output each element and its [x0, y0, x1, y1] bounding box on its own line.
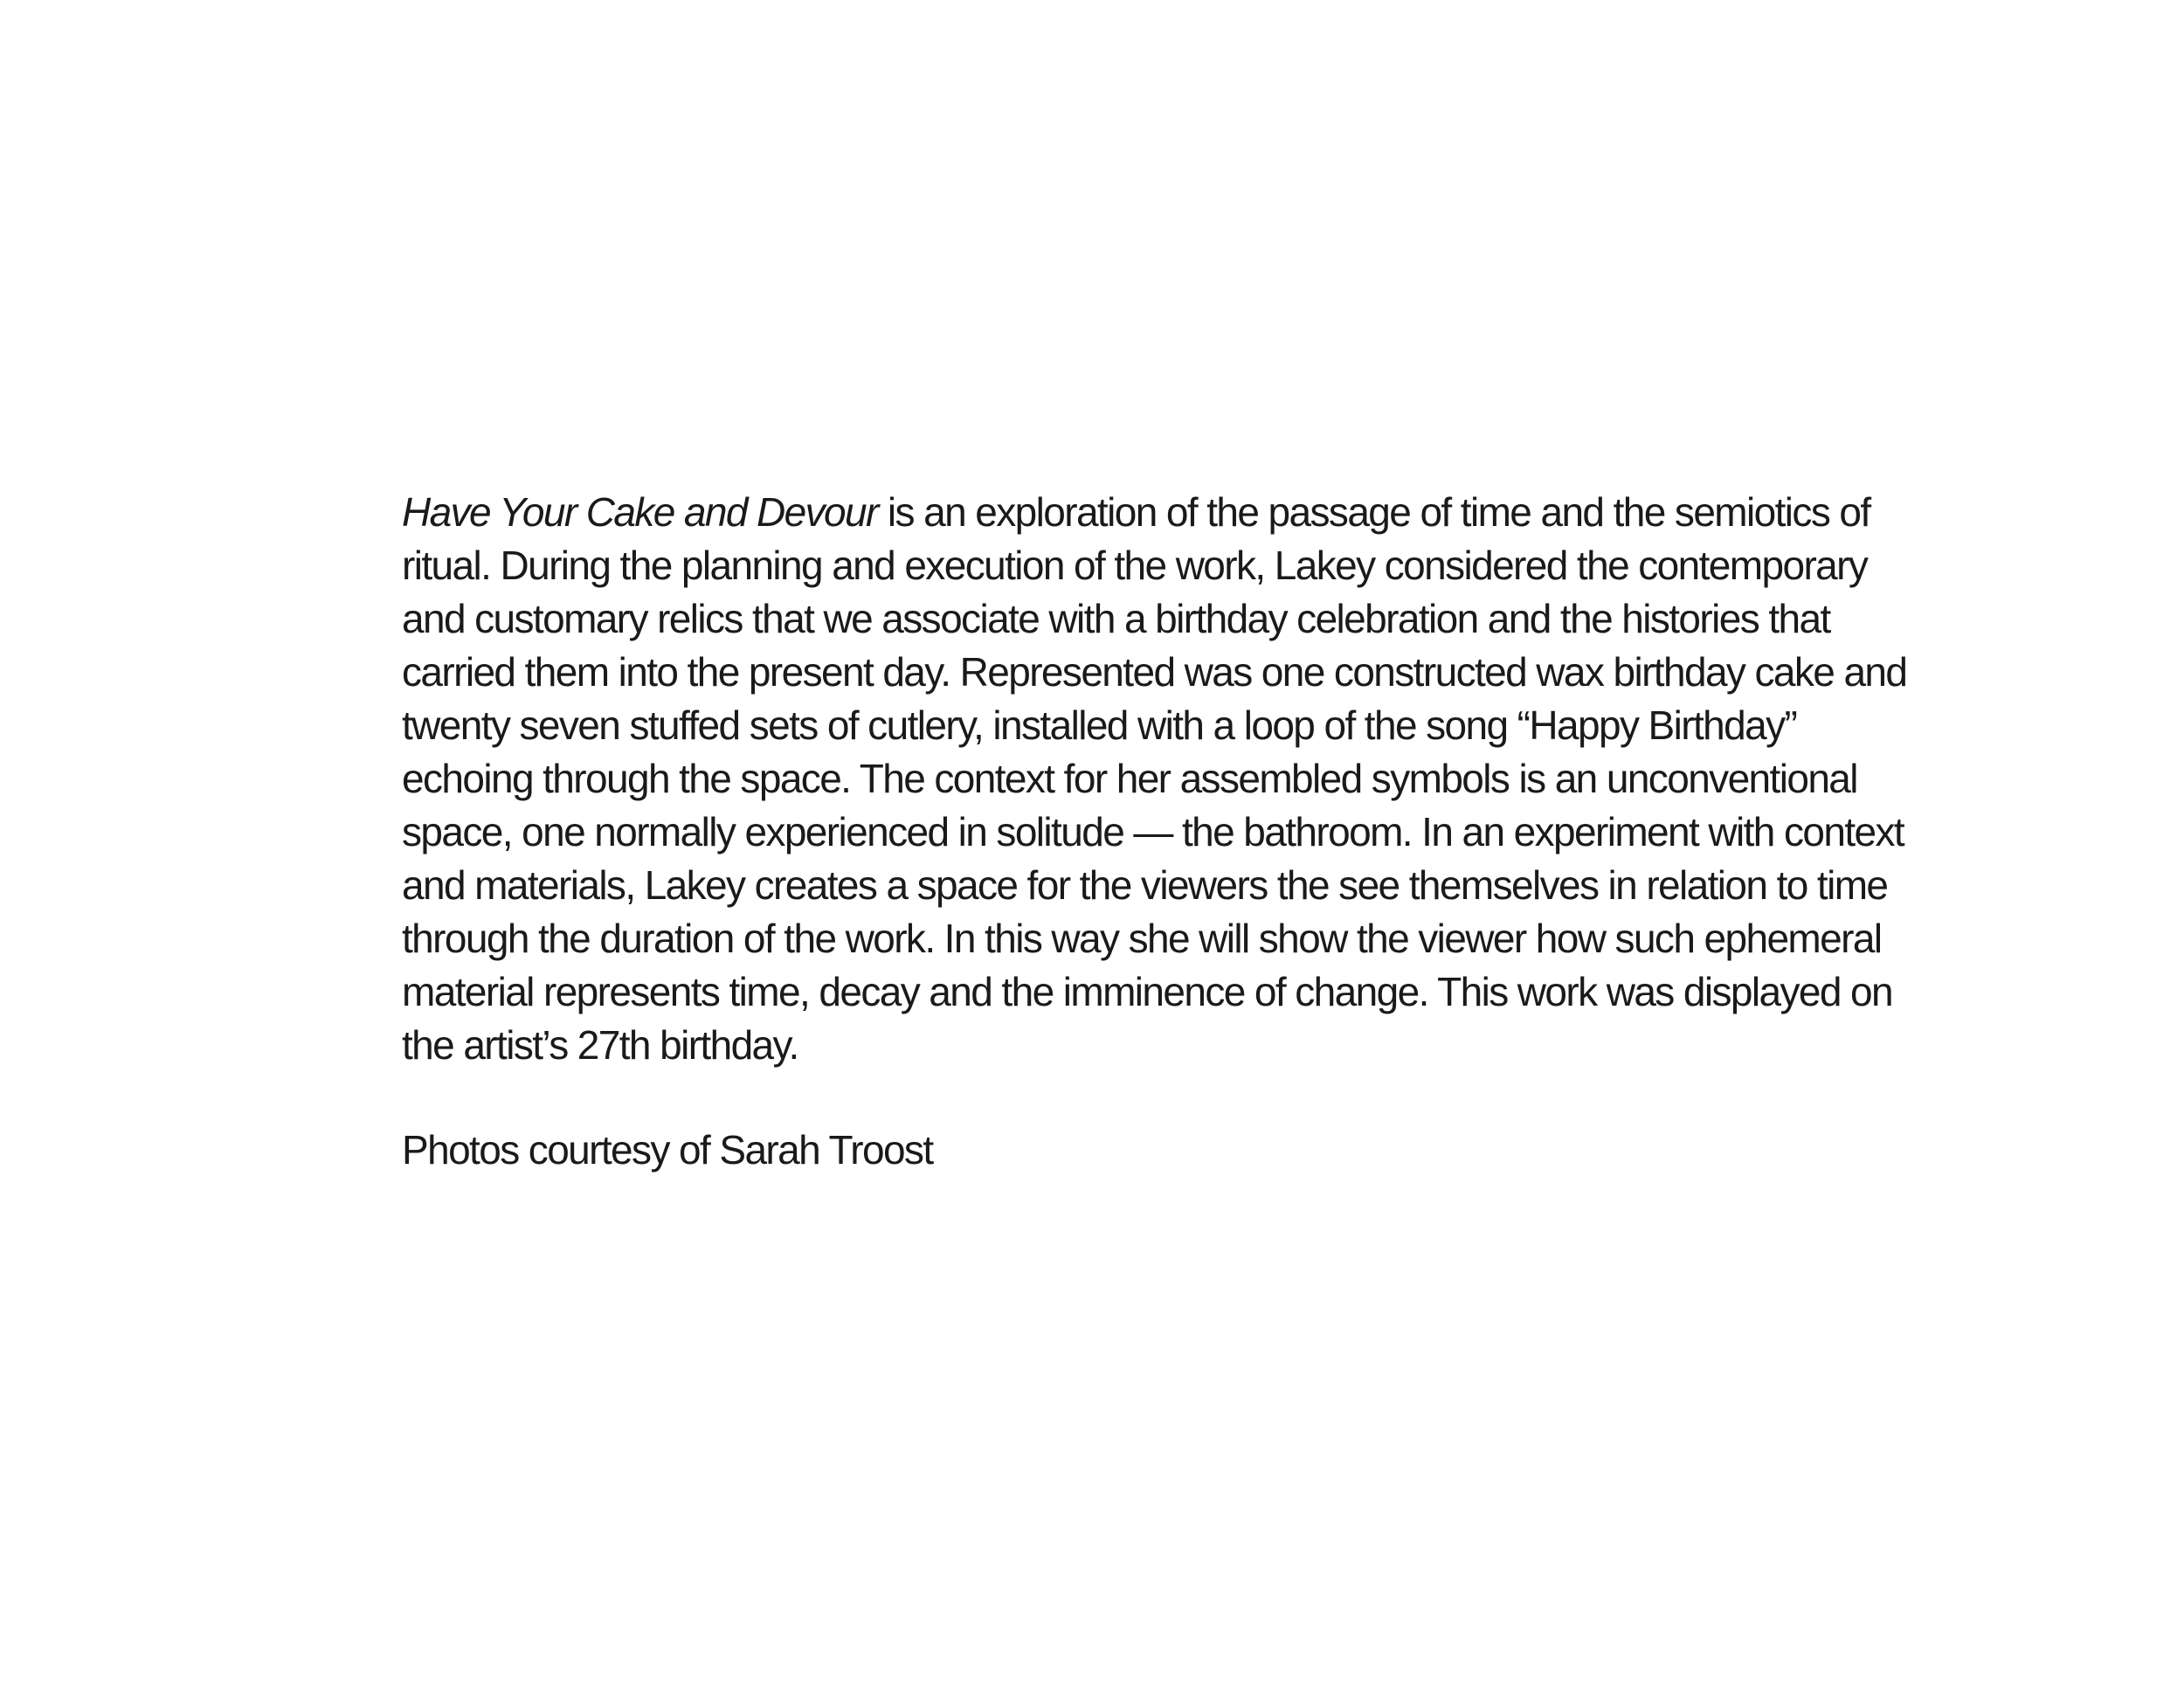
- artist-statement: [402, 486, 1907, 1072]
- statement-line-9: through the duration of the work. In this way she will show the viewer how such ephemeral: [402, 916, 1882, 961]
- statement-line-6: echoing through the space. The context for her assembled symbols is an unconventional: [402, 756, 1857, 801]
- statement-line-10: material represents time, decay and the imminence of change. This work was displayed on: [402, 969, 1892, 1014]
- statement-line-5: twenty seven stuffed sets of cutlery, installed with a loop of the song “Happy Birthday”: [402, 702, 1797, 748]
- photo-credit: Photos courtesy of Sarah Troost: [402, 1127, 933, 1173]
- statement-line-1: [402, 486, 1904, 539]
- statement-line-3: and customary relics that we associate with a birthday celebration and the histories that: [402, 596, 1830, 641]
- work-title: Have Your Cake and Devour: [402, 489, 878, 535]
- statement-line-8: and materials, Lakey creates a space for the viewers the see themselves in relation to time: [402, 862, 1888, 908]
- statement-line-2: ritual. During the planning and execution of the work, Lakey considered the contemporary: [402, 543, 1868, 588]
- statement-line-11: the artist’s 27th birthday.: [402, 1022, 798, 1068]
- statement-line-4: carried them into the present day. Represented was one constructed wax birthday cake and: [402, 649, 1907, 695]
- statement-line-7: space, one normally experienced in solitude — the bathroom. In an experiment with context: [402, 809, 1904, 854]
- statement-line-1-text: is an exploration of the passage of time and the semiotics of: [877, 489, 1870, 535]
